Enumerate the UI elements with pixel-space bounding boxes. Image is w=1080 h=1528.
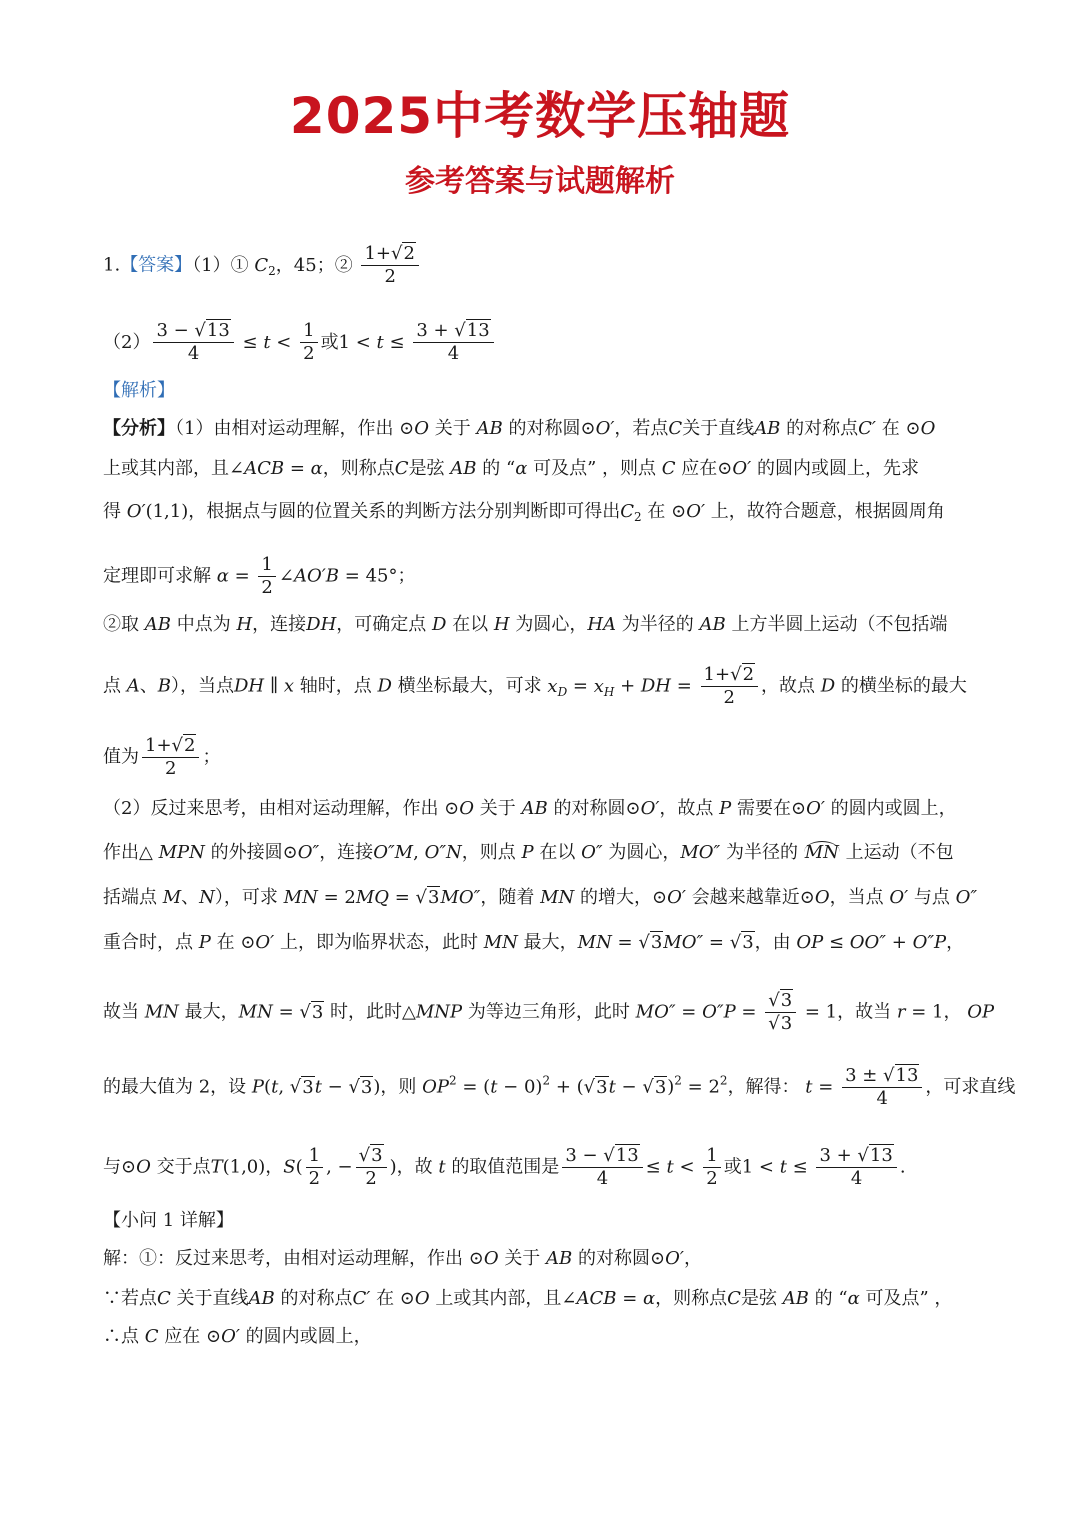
detail-tag: 【小问 1 详解】 <box>103 1210 234 1231</box>
detail-line-2: ∵若点C 关于直线AB 的对称点C′ 在 ⊙O 上或其内部，且∠ACB = α，则称点C是弦 AB 的 “α 可及点” ， <box>103 1288 953 1309</box>
analysis-line-1: 【分析】（1）由相对运动理解，作出 ⊙O 关于 AB 的对称圆⊙O′，若点C关于直线AB 的对称点C′ 在 ⊙O <box>103 418 936 439</box>
analysis-line-14: 与⊙O 交于点T(1,0)，S( $\frac{1}{2}$ , − $\frac{√3}{2}$ )，故 t 的取值范围是 $\frac{3 - √13}{4}$ ≤ t < $\frac{1}{2}$ 或1 < t ≤ $\frac{3 + √13}{4}$ . <box>103 1145 906 1189</box>
analysis-tag: 【解析】 <box>103 380 175 401</box>
analysis-line-7: 值为 $\frac{1+√2}{2}$ ； <box>103 735 221 779</box>
analysis-line-11: 重合时，点 P 在 ⊙O′ 上，即为临界状态，此时 MN 最大，MN = √3MO″ = √3，由 OP ≤ OO″ + O″P， <box>103 932 965 953</box>
detail-line-1: 解：①：反过来思考，由相对运动理解，作出 ⊙O 关于 AB 的对称圆⊙O′， <box>103 1248 702 1269</box>
document-title: 2025中考数学压轴题 <box>289 87 791 145</box>
analysis-line-13: 的最大值为 2，设 P(t, √3t − √3)，则 $OP^2 = (t - 0)^2 + (√3t - √3)^2 = 2^2$，解得： t = $\frac{3 \pm √13}{4}$ ，可求直线 <box>103 1065 1016 1109</box>
analysis-line-5: ②取 AB 中点为 H，连接DH，可确定点 D 在以 H 为圆心，HA 为半径的 AB 上方半圆上运动（不包括端 <box>103 614 948 635</box>
question-number: 1. <box>103 254 121 276</box>
part2-answer: （2） $\frac{3 - √13}{4}$ ≤ t < $\frac{1}{2}$ 或1 < t ≤ $\frac{3 + √13}{4}$ <box>103 332 497 353</box>
analysis-line-6: 点 A、B），当点DH ∥ x 轴时，点 D 横坐标最大，可求 $x_D = x_H$ + DH = $\frac{1+√2}{2}$ ，故点 D 的横坐标的最大 <box>103 664 967 708</box>
analysis-line-10: 括端点 M、N），可求 MN = 2MQ = √3MO″，随着 MN 的增大，⊙O′ 会越来越靠近⊙O，当点 O′ 与点 O″ <box>103 887 978 908</box>
analysis-line-8: （2）反过来思考，由相对运动理解，作出 ⊙O 关于 AB 的对称圆⊙O′，故点 P 需要在⊙O′ 的圆内或圆上， <box>103 798 957 819</box>
detail-line-3: ∴点 C 应在 ⊙O′ 的圆内或圆上， <box>103 1326 372 1347</box>
answer-tag: 【答案】 <box>120 254 193 276</box>
document-subtitle: 参考答案与试题解析 <box>405 164 675 199</box>
analysis-line-9: 作出△ MPN 的外接圆⊙O″，连接O″M, O″N，则点 P 在以 O″ 为圆心，MO″ 为半径的 MN 上运动（不包 <box>103 842 954 863</box>
answer-line-1 <box>103 243 983 288</box>
analysis-line-3: 得 O′(1,1)，根据点与圆的位置关系的判断方法分别判断即可得出$C_2$ 在 ⊙O′ 上，故符合题意，根据圆周角 <box>103 501 945 524</box>
part1-answer: （1）① $C_2$，45；② $\frac{1+√2}{2}$ <box>192 255 422 276</box>
answer-line-2 <box>103 320 983 365</box>
analysis-line-2: 上或其内部，且∠ACB = α，则称点C是弦 AB 的 “α 可及点” ，则点 C 应在⊙O′ 的圆内或圆上，先求 <box>103 458 919 479</box>
analysis-line-12: 故当 MN 最大，MN = √3 时，此时△MNP 为等边三角形，此时 MO″ = O″P = $\frac{√3}{√3}$ = 1，故当 r = 1， OP <box>103 990 995 1034</box>
analysis-line-4: 定理即可求解 α = $\frac{1}{2}$ ∠AO′B = 45°； <box>103 554 416 598</box>
